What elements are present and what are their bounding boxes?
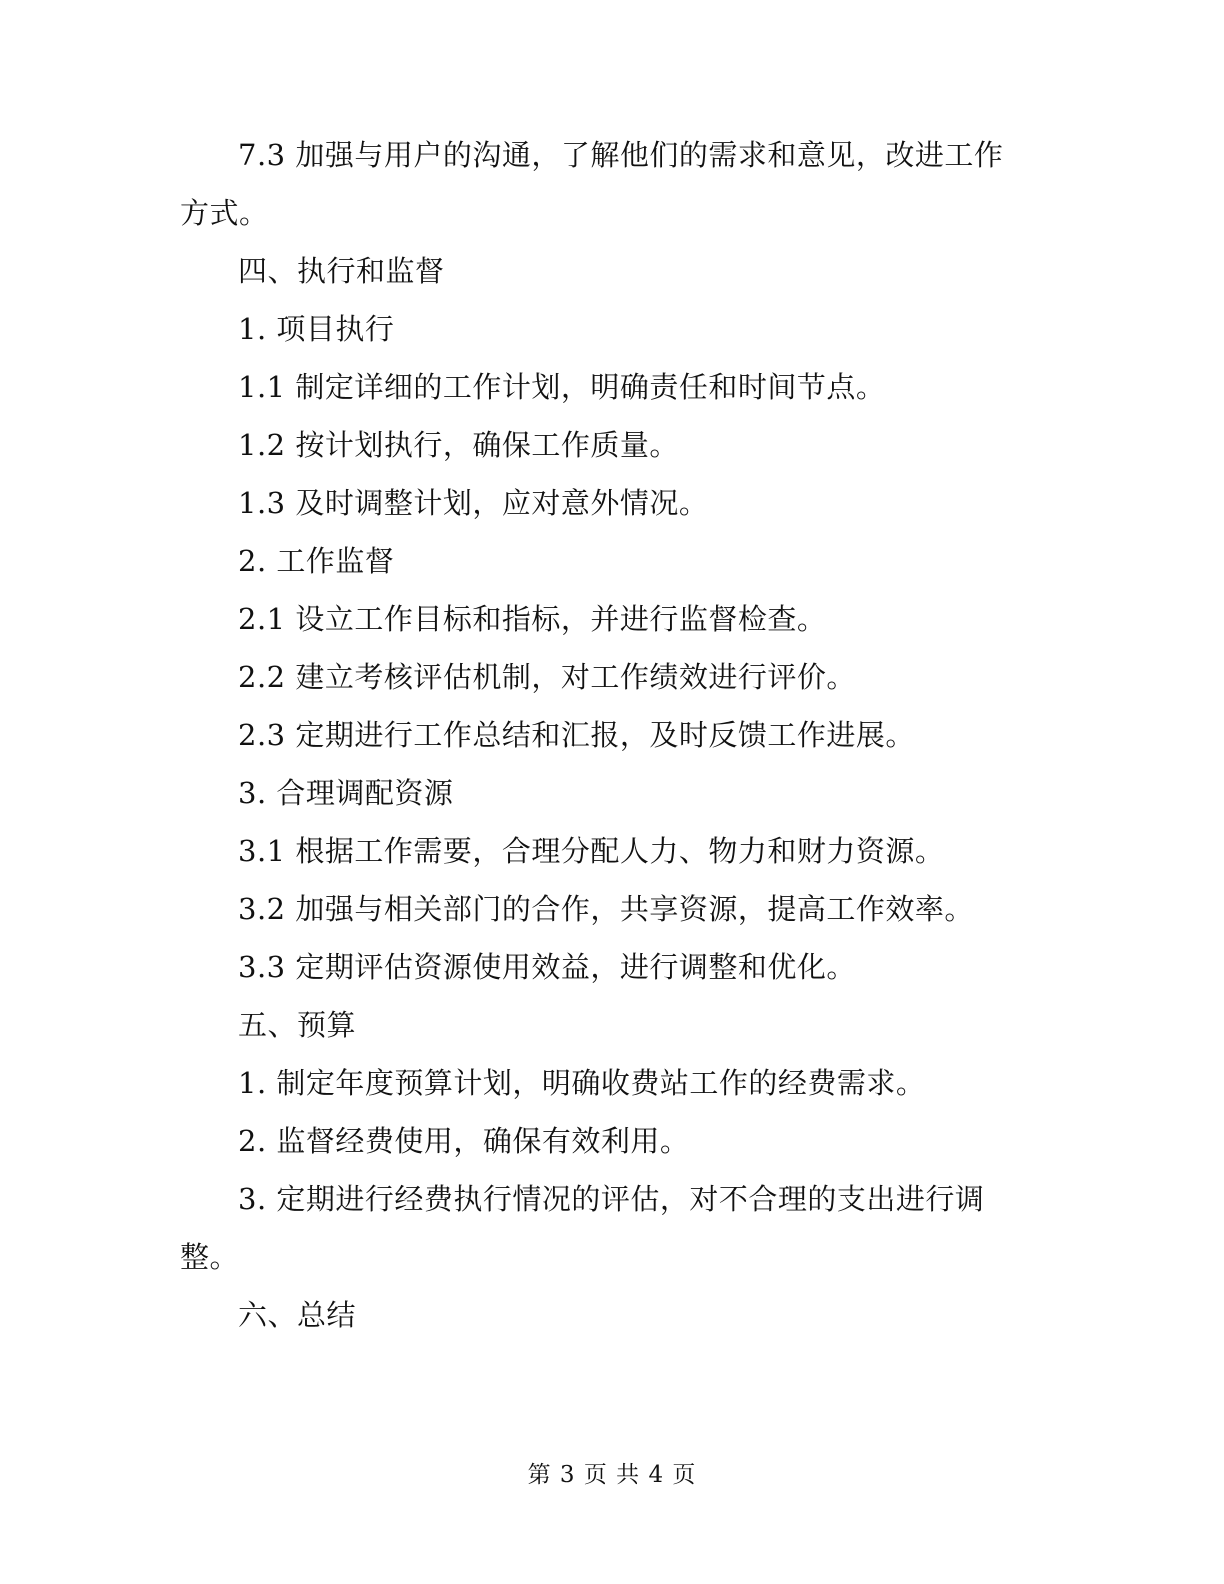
paragraph-7-3-continued: 方式。 [180,196,269,230]
section-heading-4: 四、执行和监督 [238,254,445,288]
subheading-1: 1. 项目执行 [238,312,395,346]
item-3-1: 3.1 根据工作需要，合理分配人力、物力和财力资源。 [238,834,945,868]
budget-item-3-continued: 整。 [180,1240,240,1274]
subheading-3: 3. 合理调配资源 [238,776,454,810]
document-body [180,126,1020,1344]
budget-item-1: 1. 制定年度预算计划，明确收费站工作的经费需求。 [238,1066,926,1100]
item-1-2: 1.2 按计划执行，确保工作质量。 [238,428,679,462]
budget-item-2: 2. 监督经费使用，确保有效利用。 [238,1124,690,1158]
subheading-2: 2. 工作监督 [238,544,395,578]
section-heading-5: 五、预算 [238,1008,357,1042]
budget-item-3: 3. 定期进行经费执行情况的评估，对不合理的支出进行调 [238,1182,985,1216]
section-heading-6: 六、总结 [238,1298,357,1332]
item-1-1: 1.1 制定详细的工作计划，明确责任和时间节点。 [238,370,886,404]
paragraph-7-3: 7.3 加强与用户的沟通，了解他们的需求和意见，改进工作 [238,138,1004,172]
item-3-3: 3.3 定期评估资源使用效益，进行调整和优化。 [238,950,856,984]
item-2-1: 2.1 设立工作目标和指标，并进行监督检查。 [238,602,827,636]
page-number-footer: 第 3 页 共 4 页 [527,1462,697,1488]
item-1-3: 1.3 及时调整计划，应对意外情况。 [238,486,709,520]
item-3-2: 3.2 加强与相关部门的合作，共享资源，提高工作效率。 [238,892,974,926]
item-2-2: 2.2 建立考核评估机制，对工作绩效进行评价。 [238,660,856,694]
item-2-3: 2.3 定期进行工作总结和汇报，及时反馈工作进展。 [238,718,915,752]
